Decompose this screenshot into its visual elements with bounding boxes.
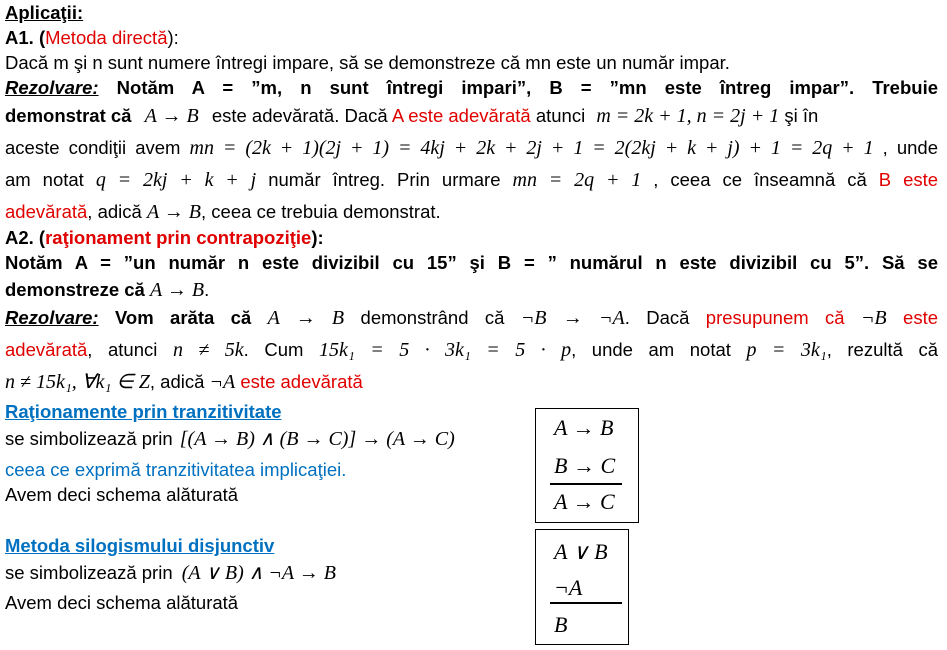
page-title: Aplicaţii:: [5, 2, 84, 23]
silog-formula: (A ∨ B) ∧ ¬A → B: [181, 562, 336, 584]
silog-premise-2: ¬A: [554, 575, 583, 600]
a1-statement: Dacă m şi n sunt numere întregi impare, să se demonstreze că mn este un număr impar.: [5, 52, 730, 73]
a2-contra: ¬B → ¬A: [520, 307, 625, 329]
a2-line-6: [5, 371, 363, 393]
a1-heading: A1. (Metoda directă):: [5, 27, 179, 48]
a1-am-notat: am notat: [5, 169, 84, 190]
a2-line-3: demonstreze că A → B.: [5, 279, 210, 301]
a2-adica: , adică: [149, 371, 205, 392]
a2-heading: A2. (raţionament prin contrapoziţie):: [5, 227, 324, 248]
a2-este: este: [903, 307, 938, 328]
tranz-rule-line: [550, 483, 622, 485]
a2-line-5: [5, 339, 938, 361]
a1-unde: , unde: [882, 137, 939, 158]
a1-si-in: şi în: [784, 105, 819, 126]
a1-label: A1.: [5, 27, 34, 48]
a1-eq-prod: mn = (2k + 1)(2j + 1) = 4kj + 2k + 2j + 1 = 2(2kj + k + j) + 1 = 2q + 1: [189, 137, 874, 159]
a2-adev: adevărată: [5, 339, 88, 360]
silog-rule-line: [550, 602, 622, 604]
silog-conclusion: B: [554, 612, 568, 637]
silog-premise-1: A ∨ B: [554, 539, 608, 564]
a1-adica: , adică: [87, 201, 142, 222]
tranz-avem: Avem deci schema alăturată: [5, 484, 239, 505]
a1-atunci: atunci: [535, 105, 586, 126]
a2-rezulta: , rezultă că: [826, 339, 939, 360]
silog-heading-link[interactable]: Metoda silogismului disjunctiv: [5, 535, 275, 556]
a1-rezolvare-line: [5, 77, 938, 99]
a1-dem-prefix: demonstrat că: [5, 105, 132, 126]
a2-daca: . Dacă: [624, 307, 690, 328]
tranz-simb-line: [5, 428, 455, 450]
a2-demonstrand: demonstrând că: [360, 307, 505, 328]
a1-line-7: [5, 201, 441, 223]
tranz-conclusion: A → C: [554, 489, 615, 514]
a1-adev: adevărată: [5, 201, 88, 222]
a2-presupunem: presupunem că: [705, 307, 845, 328]
a2-method: raţionament prin contrapoziţie: [45, 227, 312, 248]
a1-method: Metoda directă: [45, 27, 168, 48]
a1-a-true: A este adevărată: [391, 105, 531, 126]
a1-eq-mn: m = 2k + 1, n = 2j + 1: [596, 105, 780, 127]
tranz-heading-link[interactable]: Raţionamente prin tranzitivitate: [5, 401, 282, 422]
silog-avem: Avem deci schema alăturată: [5, 592, 239, 613]
a2-rezolvare-label: Rezolvare:: [5, 307, 99, 328]
a1-eq-q: q = 2kj + k + j: [95, 169, 257, 191]
a1-impl-formula: A → B: [144, 105, 199, 127]
tranz-expr: ceea ce exprimă tranzitivitatea implicaţiei.: [5, 459, 347, 480]
a2-demonstreze: demonstreze că: [5, 279, 145, 300]
silog-schema-box: [535, 529, 629, 645]
a2-eq1: n ≠ 5k: [172, 339, 244, 361]
a2-negb: ¬B: [860, 307, 887, 329]
a2-label: A2.: [5, 227, 34, 248]
a2-impl-formula: A → B: [149, 279, 205, 301]
a1-line-5: [5, 137, 938, 159]
a2-unde: , unde am notat: [571, 339, 731, 360]
a1-final: , ceea ce trebuia demonstrat.: [201, 201, 441, 222]
a2-atunci: , atunci: [87, 339, 158, 360]
a2-eq3: p = 3k₁: [746, 339, 827, 361]
a1-aceste: aceste condiţii avem: [5, 137, 181, 158]
a2-notam: Notăm A = ”un număr n este divizibil cu 15” şi B = ” numărul n este divizibil cu 5”. Să se: [5, 252, 938, 273]
silog-simb-line: [5, 562, 336, 584]
a1-ceea: , ceea ce înseamnă că: [653, 169, 867, 190]
tranz-simb: se simbolizează prin: [5, 428, 173, 449]
tranz-schema-box: [535, 408, 639, 523]
a2-impl-formula-2: A → B: [267, 307, 345, 329]
a2-nega: ¬A: [209, 371, 236, 393]
a1-line-6: [5, 169, 938, 191]
a1-impl-formula-2: A → B: [146, 201, 202, 223]
a1-rezolvare-label: Rezolvare:: [5, 77, 99, 98]
tranz-premise-2: B → C: [554, 453, 616, 478]
a2-cum: . Cum: [243, 339, 304, 360]
a1-numar-intreg: număr întreg. Prin urmare: [268, 169, 501, 190]
tranz-premise-1: A → B: [554, 415, 614, 440]
a2-este-adev: este adevărată: [240, 371, 363, 392]
silog-simb: se simbolizează prin: [5, 562, 173, 583]
tranz-formula: [(A → B) ∧ (B → C)] → (A → C): [179, 428, 455, 450]
a2-eq2: 15k₁ = 5 · 3k₁ = 5 · p: [319, 339, 572, 361]
a1-eq-mn2: mn = 2q + 1: [512, 169, 642, 191]
a2-line-4: [5, 307, 938, 329]
a2-eq4: n ≠ 15k₁, ∀k₁ ∈ Z: [5, 371, 150, 393]
a1-line-4: [5, 105, 818, 127]
a1-dem-suffix: este adevărată. Dacă: [211, 105, 388, 126]
a1-b-este: B este: [878, 169, 939, 190]
a1-notam: Notăm A = ”m, n sunt întregi impari”, B = ”mn este întreg impar”. Trebuie: [116, 77, 938, 98]
a2-vom: Vom arăta că: [114, 307, 252, 328]
